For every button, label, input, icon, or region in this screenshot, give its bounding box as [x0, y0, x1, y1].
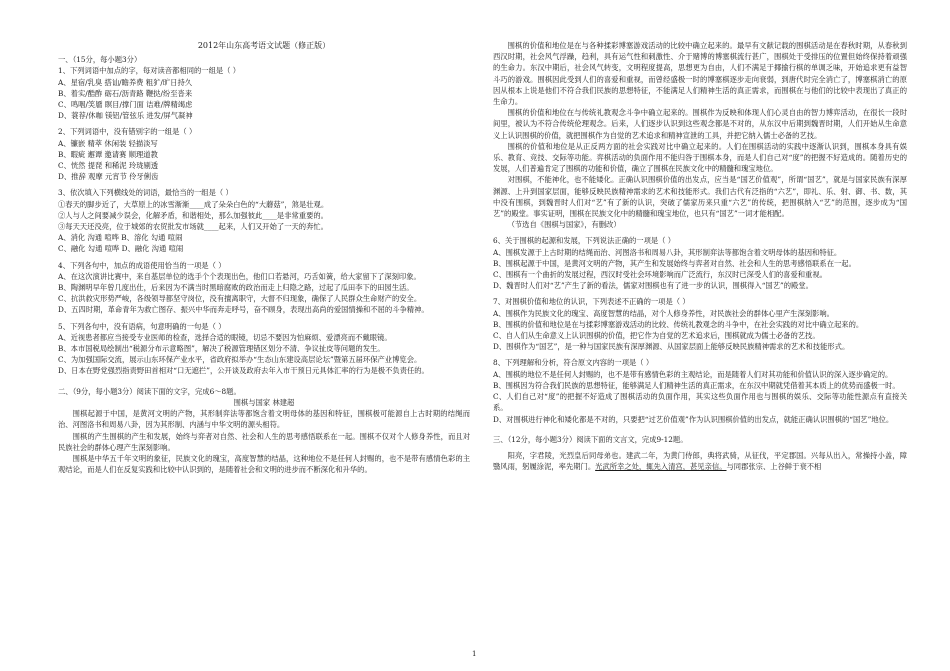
q3-options-ab: A、消化 沟通 喧哗 B、溶化 勾通 喧闹: [58, 233, 183, 243]
q4-option-b: B、陶渊明早年曾几度出仕，后来因为不满当时黑暗腐败的政治而走上归隐之路，过起了瓜田李下的田园生活。: [58, 283, 414, 293]
part2-header: 二、（9分，每小题3分）阅读下面的文字，完成6～8题。: [58, 386, 241, 396]
part3-header: 三、（12分，每小题3分）阅读下面的文言文，完成9-12题。: [493, 434, 688, 444]
article-paragraph-5: 围棋的价值和地位在与传统礼教观念斗争中确立起来的。围棋作为反映和体现人们心灵自由的智力博弈活动，在很长一段时间里，被认为不符合传统伦理观念。后来，人们逐步认识到这些观念都是不对的，从东汉中后期到魏晋时期，人们开始从生命意义上认识围棋的价值，就把围棋作为自觉的艺术追求和精神宣泄的工具，并把它纳入儒士必备的艺技。: [493, 108, 907, 140]
q1-option-a: A、星宿/乳臭 搭讪/瞻养费 粗犷/旷日持久: [58, 77, 193, 87]
question-3: [58, 187, 470, 254]
q2-stem: 2、下列词语中，没有错别字的一组是（ ）: [58, 127, 197, 137]
q6-option-a: A、围棋发源于上古时期的结绳而治、河图洛书和周易八卦，其形制弈法等都饱含着文明母体的基因和特征。: [493, 247, 842, 257]
article-paragraph-3: 围棋是中华五千年文明的象征，民族文化的瑰宝，高度智慧的结晶，这种地位不是任何人封赐的，也不是带有感情色彩的主观结论，而是人们在反复实践和比较中认识到的，是随着社会和文明的进步而不断深化和升华的。: [58, 453, 470, 475]
question-5: [58, 321, 470, 377]
q5-option-c: C、为加强国际交流，展示山东环保产业水平，省政府拟举办“生态山东建设高层论坛”暨第五届环保产业博览会。: [58, 355, 422, 365]
q3-item-2: ②人与人之间要减少误会，化解矛盾，和谐相处，那么加强彼此____是非常重要的。: [58, 210, 328, 220]
question-4: [58, 260, 470, 316]
q7-option-b: B、围棋的价值和地位是在与揉彩博塞游戏活动的比较、传统礼教观念的斗争中，在社会实践的对比中确立起来的。: [493, 319, 864, 329]
part1-header: 一、（15分，每小题3分）: [58, 55, 142, 65]
classical-text-b: 与同郡张宗、上谷鲜于衰不相: [726, 462, 822, 472]
q8-option-c: C、人们自己对“度”的把握不好造成了围棋活动的负面作用，其实这些负面作用也与围棋的娱乐、交际等功能性源点有直接关系。: [493, 392, 907, 413]
q7-option-d: D、围棋作为“国艺”，是一种与国家民族有深厚渊源、从国家层面上能够反映民族精神需求的艺术和技能形式。: [493, 342, 850, 352]
q8-stem: 8、下列理解和分析，符合原文内容的一项是（ ）: [493, 358, 654, 368]
question-2: [58, 126, 470, 182]
article-paragraph-4: 围棋的价值和地位是在与各种揉彩博塞游戏活动的比较中确立起来的。最早有文献记载的围棋活动是在春秋时期，从春秋到西汉时期，社会风气浮躁，趋利，具有运气性和刺激性、介于赌博的博塞棋流行甚广，围棋处于受排压的位置但始终保持着顽强的生命力。东汉中期后，社会风气转变，文明程度提高，思想更为自由，人们不满足于揶揄行棋的单调乏味，开始追求更有益智斗巧的游戏。围棋因此受到人们的喜爱和重视，而曾经盛极一时的博塞棋逐步走向衰弱，到唐代时完全消亡了，博塞棋消亡的原因从根本上说是他们不符合我们民族的思想特征，不能满足人们精神生活的真正需求，而围棋在与他们的比较中表现出了真正的生命力。: [493, 41, 907, 107]
article-paragraph-7: 对围棋，不能神化，也不能矮化。正确认识围棋价值的出发点，应当是“国艺价值观”，所谓“国艺”，就是与国家民族有深厚渊源、上升到国家层面，能够反映民族精神需求的艺术和技能形式。我们古代有泛指的“六艺”，即礼、乐、射、御、书、数，其中没有围棋，到魏晋时人们对“艺”有了新的认识，突破了儒家历来只重“六艺”的传统，把围棋纳入“艺”的范围，逐步成为“国艺”的殿堂。事实证明，围棋在民族文化中的精髓和瑰宝地位，也只有“国艺”一词才能相配。: [493, 175, 907, 219]
question-1: [58, 65, 470, 121]
page-number: 1: [472, 650, 477, 658]
q2-option-c: C、恍然 提琵 和稀泥 玲珑剔透: [58, 161, 159, 171]
q8-option-a: A、围棋的地位不是任何人封赐的，也不是带有感情色彩的主观结论，而是随着人们对其功能和价值认识的深入逐步确定的。: [493, 369, 893, 379]
q7-option-a: A、围棋作为民族文化的瑰宝、高度智慧的结晶，对个人修身养性，对民族社会的群体心里产生深刻影响。: [493, 308, 834, 318]
q1-option-c: C、鸣咽/笑靥 瞑目/撑门面 诘难/牌精竭虑: [58, 100, 193, 110]
q7-stem: 7、对围棋价值和地位的认识，下列表述不正确的一项是（ ）: [493, 297, 690, 307]
q6-stem: 6、关于围棋的起源和发展，下列说法正确的一项是（ ）: [493, 236, 676, 246]
left-column: [58, 40, 470, 475]
q2-option-a: A、镰嵌 精萃 休闲装 轻描淡写: [58, 138, 158, 148]
q7-option-c: C、自人们从生命意义上认识围棋的价值，把它作为自觉的艺术追求后，围棋就成为儒士必备的艺技。: [493, 331, 820, 341]
article-paragraph-1: 围棋起源于中国，是黄河文明的产物，其形制弈法等都饱含着文明母体的基因和特征，围棋极可能源自上古时期的结绳而治、河图洛书和周易八卦，因为其形制、内涵与中华文明的源头相符。: [58, 409, 470, 430]
q4-option-a: A、在这次演讲比赛中，来自基层单位的选手个个表现出色，他们口若悬河，巧舌如簧，给大家留下了深刻印象。: [58, 271, 421, 281]
q1-stem: 1、下列词语中加点的字，每对读音都相同的一组是（ ）: [58, 66, 241, 76]
q5-stem: 5、下列各句中，没有语病，句意明确的一句是（ ）: [58, 321, 226, 331]
q2-option-b: B、暇疵 邂谭 邀请赛 顺理道教: [58, 149, 158, 159]
article-paragraph-2: 围棋的产生围棋的产生和发展，始终与弈者对自然、社会和人生的思考感悟联系在一起。围棋不仅对个人修身养性，而且对民族社会的群体心理产生深刻影响。: [58, 431, 470, 452]
classical-text-underlined: 光武所幸之处，辄先入清宫，甚见亲信。: [595, 462, 727, 472]
question-7: [493, 296, 907, 352]
paper-title: 2012年山东高考语文试题（修正版）: [197, 41, 331, 50]
q6-option-d: D、魏晋时人们对“艺”产生了新的看法，儒家对围棋也有了进一步的认识，围棋得入“国艺”的殿堂。: [493, 281, 813, 291]
q5-option-a: A、近视患者都应当接受专业医师的检查，选择合适的眼镜，切忌不要因为怕麻烦、爱漂亮而不戴眼镜。: [58, 332, 392, 342]
q8-option-d: D、对围棋进行神化和矮化都是不对的，只要把“过艺价值观”作为认识围棋价值的出发点，就能正确认识围棋的“国艺”地位。: [493, 414, 894, 424]
q4-stem: 4、下列各句中，加点的成语使用恰当的一项是（ ）: [58, 260, 226, 270]
q3-item-1: ①春天的脚步近了，大草原上的冰雪渐渐____成了朵朵白色的“大蘑菇”，煞是壮观。: [58, 199, 329, 209]
question-6: [493, 235, 907, 291]
q3-item-3: ③每天天还没亮，位于城郊的农贸批发市场就____起来，人们又开始了一天的奔忙。: [58, 222, 328, 232]
q6-option-c: C、围棋有一个曲折的发展过程，西汉时受社会环境影响而广泛流行，东汉时已深受人们的喜爱和重视。: [493, 270, 827, 280]
classical-text: [493, 450, 907, 472]
article-title: 围棋与国家 林建超: [233, 397, 295, 407]
classical-text-a: 阳亮，字君陵，光烈皇后同母弟也。建武二年，为黄门侍郎，典将武骑，从征伐，平定郡国。兴每从出入，常操持小盖，障翳风雨，躬履涂泥，率先期门。: [493, 450, 907, 472]
article-source: （节选自《围棋与国家》，有删改）: [507, 220, 621, 230]
q4-option-c: C、抗洪救灾形势严峻，各级领导都坚守岗位，没有擅离职守，大督不归现象，确保了人民群众生命财产的安全。: [58, 294, 422, 304]
q1-option-d: D、蓑荐/休咖 镁铝/管弦乐 进发/屏气凝神: [58, 111, 193, 121]
q1-option-b: B、着实/酷酢 砺石/沥青路 鞭挞/纷至沓来: [58, 88, 193, 98]
q5-option-b: B、本市国税局绘制出“税源分布示意略图”，解决了税源管理错区划分不清、争议扯皮等问题的发生。: [58, 344, 385, 354]
q3-options-cd: C、融化 勾通 喧哗 D、融化 沟通 喧闹: [58, 244, 184, 254]
article-paragraph-6: 围棋的价值和地位是从正反两方面的社会实践对比中确立起来的。人们在围棋活动的实践中逐渐认识到，围棋本身具有娱乐、教育、竞技、交际等功能。弈棋活动的负面作用不能归咎于围棋本身，而是人们自己对“度”的把握不好造成的。随着历史的发展，人们普遍肯定了围棋的功能和价值，确立了围棋在民族文化中的精髓和瑰宝地位。: [493, 141, 907, 174]
right-column: [493, 40, 907, 472]
q4-option-d: D、五四时期，革命青年为救亡图存、振兴中华而奔走呼号，奋不顾身，表现出高尚的爱国情操和不屈的斗争精神。: [58, 305, 429, 315]
q8-option-b: B、围棋因为符合我们民族的思想特征，能够满足人们精神生活的真正需求，在东汉中期就凭借着其本质上的优势而盛极一时。: [493, 380, 900, 390]
question-8: [493, 357, 907, 424]
q5-option-d: D、日本在野党强烈指责野田首相对“口无遮拦”，公开谈及政府去年入市干预日元具体汇率的行为是极不负责任的。: [58, 366, 429, 376]
q3-stem: 3、依次填入下列横线处的词语，最恰当的一组是（ ）: [58, 188, 233, 198]
q6-option-b: B、围棋起源于中国，是黄河文明的产物，其产生和发展始终与弈者对自然、社会和人生的思考感悟联系在一起。: [493, 258, 856, 268]
q2-option-d: D、推辞 观摩 元宵节 伶牙俐齿: [58, 172, 159, 182]
